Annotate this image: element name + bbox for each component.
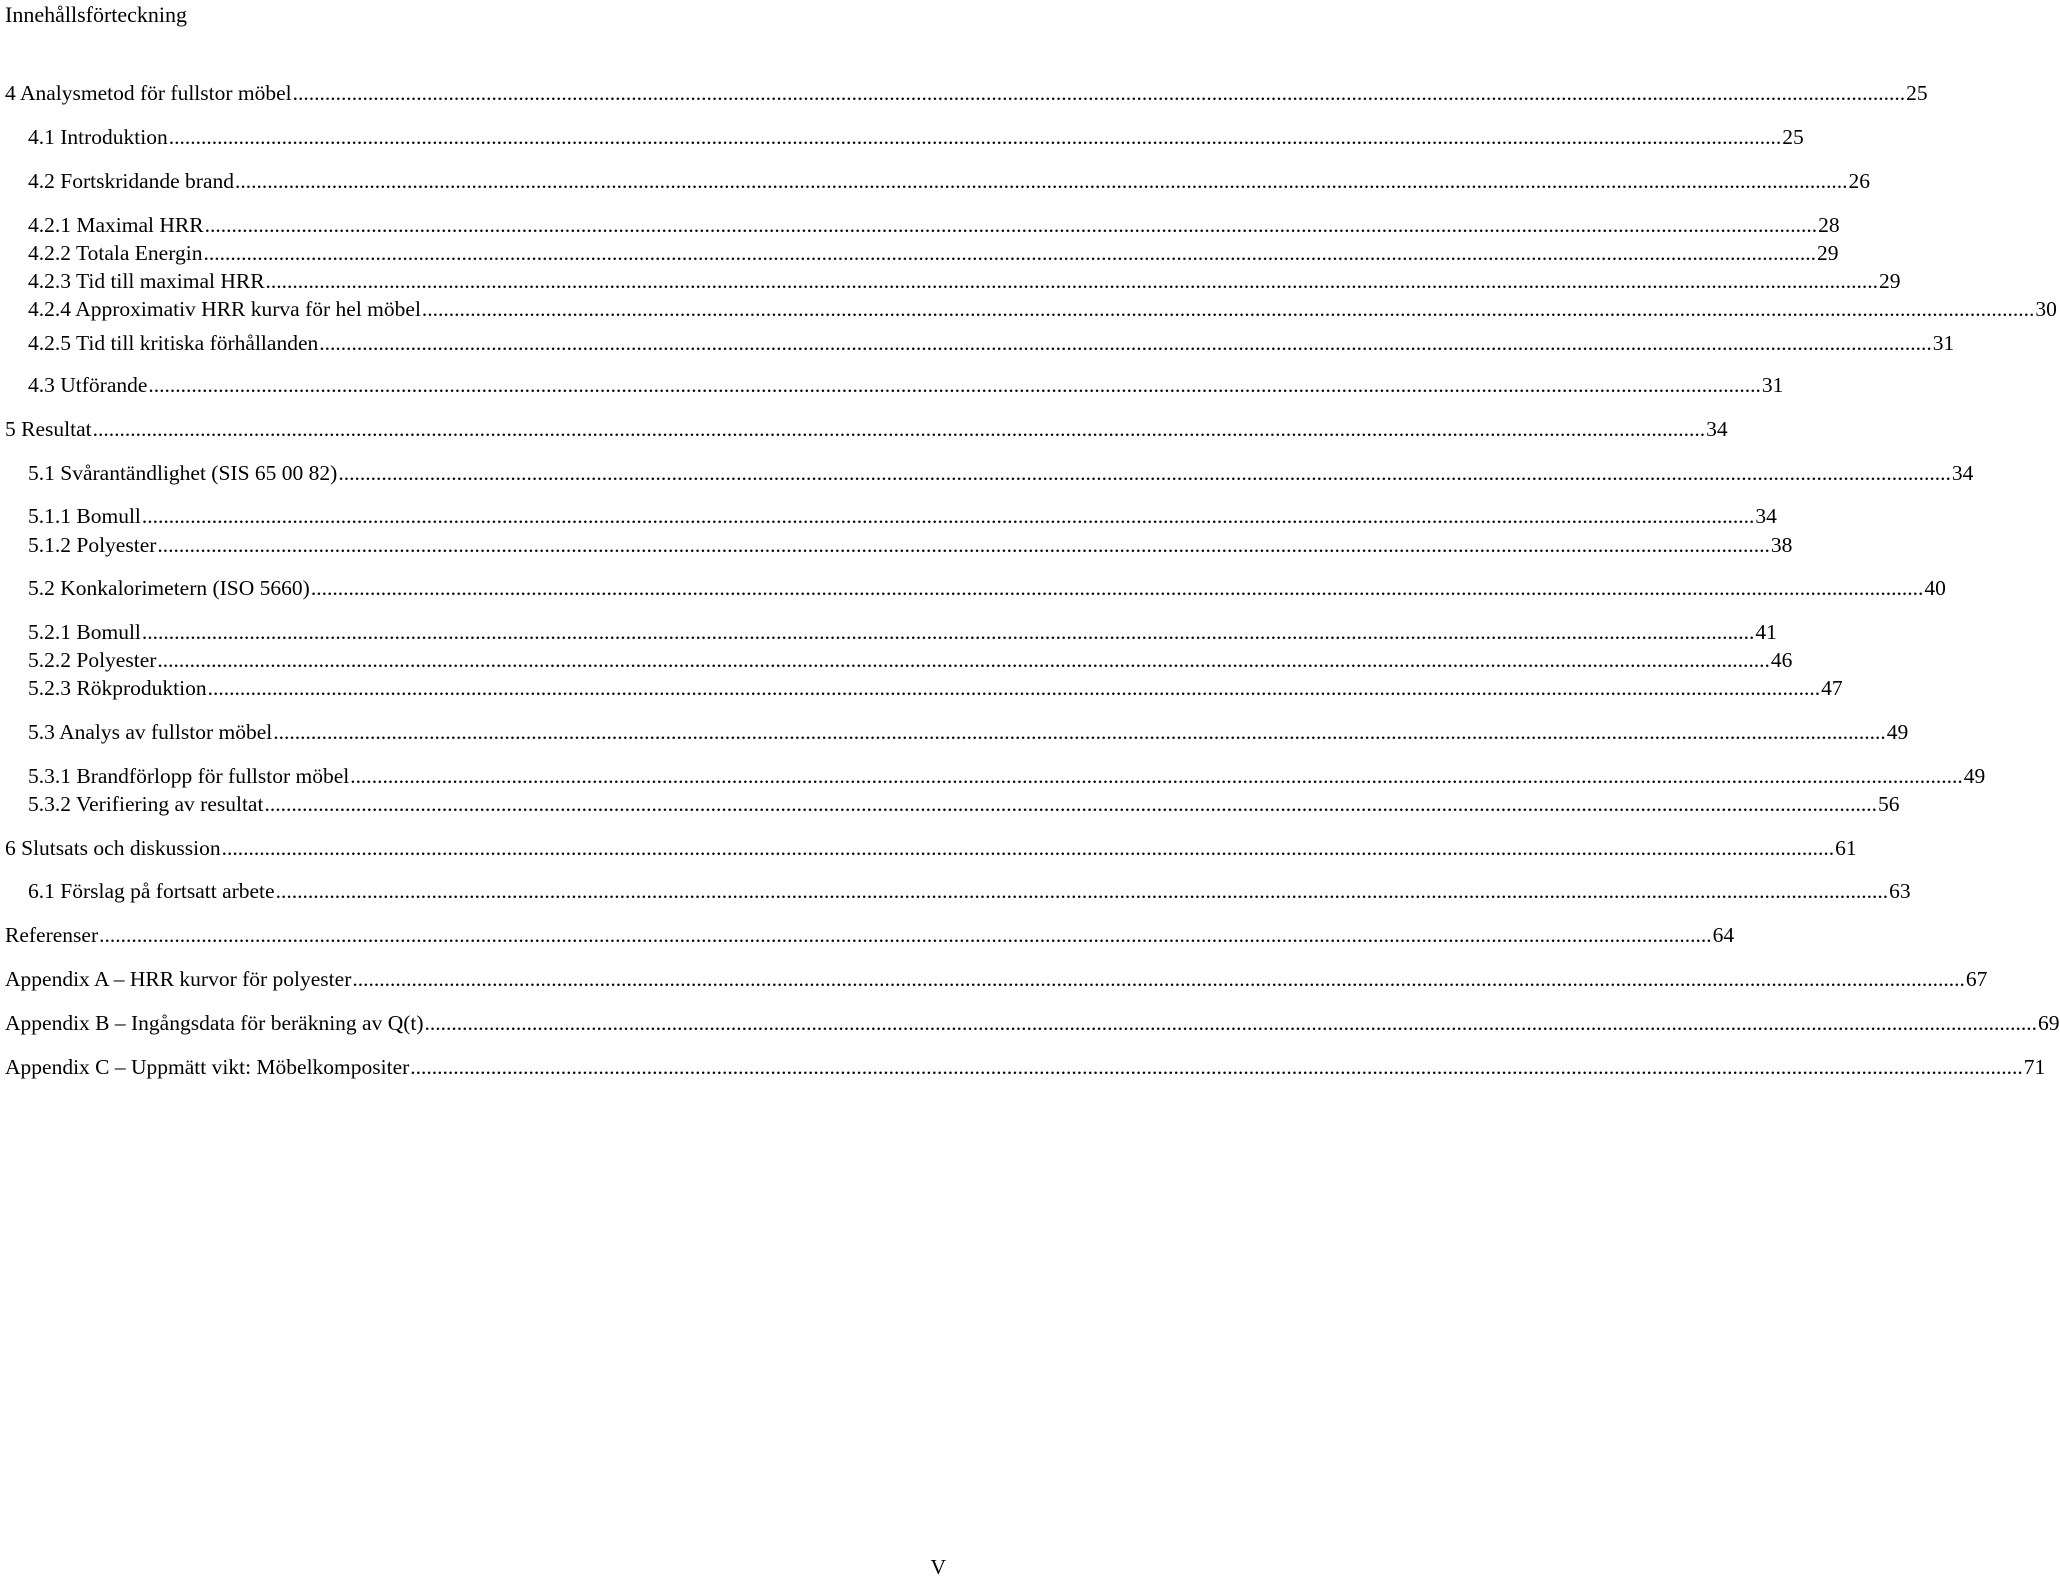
- toc-entry[interactable]: [28, 268, 1901, 294]
- toc-entry-page: 46: [1770, 648, 1793, 672]
- toc-entry-label: 5.1.1 Bomull: [28, 504, 141, 528]
- toc-entry-page: 31: [1761, 373, 1784, 397]
- toc-leader-dots: ............................................................................................................................................................................................................................................................................................................: [207, 676, 1821, 700]
- toc-entry[interactable]: [28, 168, 1871, 194]
- toc-entry-label: 5.1 Svårantändlighet (SIS 65 00 82): [28, 461, 338, 485]
- toc-entry-page: 38: [1770, 533, 1793, 557]
- page-number: V: [930, 1555, 946, 1579]
- toc-leader-dots: ............................................................................................................................................................................................................................................................................................................: [157, 648, 1770, 672]
- toc-entry-label: 6.1 Förslag på fortsatt arbete: [28, 879, 275, 903]
- toc-entry[interactable]: [28, 619, 1777, 645]
- toc-entry-label: 4.2.1 Maximal HRR: [28, 213, 204, 237]
- toc-entry-label: 4.2.3 Tid till maximal HRR: [28, 269, 265, 293]
- toc-entry-page: 69: [2038, 1011, 2060, 1035]
- toc-entry[interactable]: [28, 240, 1839, 266]
- toc-entry-page: 25: [1906, 81, 1928, 105]
- toc-entry-page: 31: [1932, 331, 1955, 355]
- toc-leader-dots: ............................................................................................................................................................................................................................................................................................................: [352, 967, 1965, 991]
- toc-entry-page: 71: [2023, 1055, 2046, 1079]
- toc-entry[interactable]: [28, 460, 1974, 486]
- toc-leader-dots: ............................................................................................................................................................................................................................................................................................................: [265, 269, 1879, 293]
- toc-entry[interactable]: [28, 575, 1946, 601]
- toc-entry-label: Referenser: [5, 923, 99, 947]
- toc-entry-label: 4.3 Utförande: [28, 373, 148, 397]
- toc-entry-label: 4 Analysmetod för fullstor möbel: [5, 81, 292, 105]
- toc-entry[interactable]: [28, 503, 1777, 529]
- toc-entry-page: 29: [1879, 269, 1901, 293]
- toc-leader-dots: ............................................................................................................................................................................................................................................................................................................: [275, 879, 1889, 903]
- toc-entry[interactable]: [5, 1054, 2046, 1080]
- toc-leader-dots: ............................................................................................................................................................................................................................................................................................................: [350, 764, 1963, 788]
- toc-entry-page: 41: [1755, 620, 1777, 644]
- toc-entry-page: 34: [1706, 417, 1728, 441]
- toc-entry-label: 5.2.3 Rökproduktion: [28, 676, 207, 700]
- toc-entry[interactable]: [5, 416, 1728, 442]
- toc-entry[interactable]: [28, 763, 1986, 789]
- toc-leader-dots: ............................................................................................................................................................................................................................................................................................................: [319, 331, 1932, 355]
- toc-entry-label: 5.2.2 Polyester: [28, 648, 157, 672]
- toc-entry-label: 4.2.5 Tid till kritiska förhållanden: [28, 331, 319, 355]
- toc-entry[interactable]: [28, 878, 1911, 904]
- toc-entry-label: 5.2 Konkalorimetern (ISO 5660): [28, 576, 310, 600]
- toc-entry-label: 4.2 Fortskridande brand: [28, 169, 235, 193]
- toc-entry-page: 67: [1965, 967, 1988, 991]
- toc-entry-label: 5.3 Analys av fullstor möbel: [28, 720, 273, 744]
- toc-entry-label: 5.3.1 Brandförlopp för fullstor möbel: [28, 764, 350, 788]
- toc-entry-label: 4.1 Introduktion: [28, 125, 168, 149]
- toc-entry-label: 4.2.4 Approximativ HRR kurva för hel möbel: [28, 297, 421, 321]
- toc-entry-page: 56: [1877, 792, 1900, 816]
- toc-entry[interactable]: [28, 124, 1804, 150]
- toc-entry-label: 4.2.2 Totala Energin: [28, 241, 203, 265]
- toc-leader-dots: ............................................................................................................................................................................................................................................................................................................: [92, 417, 1706, 441]
- toc-entry-page: 26: [1848, 169, 1871, 193]
- toc-leader-dots: ............................................................................................................................................................................................................................................................................................................: [424, 1011, 2038, 1035]
- toc-entry-page: 49: [1963, 764, 1986, 788]
- page-title: Innehållsförteckning: [5, 2, 188, 27]
- toc-entry[interactable]: [5, 1010, 2060, 1036]
- toc-entry[interactable]: [28, 719, 1909, 745]
- toc-entry-label: Appendix A – HRR kurvor för polyester: [5, 967, 352, 991]
- toc-leader-dots: ............................................................................................................................................................................................................................................................................................................: [203, 241, 1816, 265]
- toc-leader-dots: ............................................................................................................................................................................................................................................................................................................: [338, 461, 1951, 485]
- toc-leader-dots: ............................................................................................................................................................................................................................................................................................................: [204, 213, 1818, 237]
- toc-entry-page: 49: [1886, 720, 1909, 744]
- toc-entry[interactable]: [28, 212, 1840, 238]
- toc-leader-dots: ............................................................................................................................................................................................................................................................................................................: [157, 533, 1770, 557]
- toc-leader-dots: ............................................................................................................................................................................................................................................................................................................: [148, 373, 1761, 397]
- toc-entry[interactable]: [5, 966, 1988, 992]
- toc-entry[interactable]: [28, 675, 1843, 701]
- toc-entry-label: 5.1.2 Polyester: [28, 533, 157, 557]
- toc-leader-dots: ............................................................................................................................................................................................................................................................................................................: [310, 576, 1924, 600]
- toc-entry-page: 28: [1818, 213, 1840, 237]
- toc-entry-page: 34: [1951, 461, 1974, 485]
- toc-entry[interactable]: [5, 922, 1735, 948]
- toc-entry[interactable]: [28, 791, 1900, 817]
- toc-leader-dots: ............................................................................................................................................................................................................................................................................................................: [264, 792, 1877, 816]
- toc-leader-dots: ............................................................................................................................................................................................................................................................................................................: [141, 504, 1755, 528]
- toc-leader-dots: ............................................................................................................................................................................................................................................................................................................: [235, 169, 1848, 193]
- toc-entry-page: 63: [1889, 879, 1911, 903]
- toc-leader-dots: ............................................................................................................................................................................................................................................................................................................: [168, 125, 1782, 149]
- toc-entry[interactable]: [28, 372, 1784, 398]
- toc-entry[interactable]: [28, 330, 1955, 356]
- toc-leader-dots: ............................................................................................................................................................................................................................................................................................................: [410, 1055, 2023, 1079]
- toc-entry-label: 5 Resultat: [5, 417, 92, 441]
- toc-entry-page: 30: [2035, 297, 2057, 321]
- toc-entry-page: 64: [1712, 923, 1735, 947]
- toc-leader-dots: ............................................................................................................................................................................................................................................................................................................: [99, 923, 1712, 947]
- toc-entry-label: 5.2.1 Bomull: [28, 620, 141, 644]
- toc-leader-dots: ............................................................................................................................................................................................................................................................................................................: [273, 720, 1886, 744]
- toc-entry[interactable]: [5, 835, 1857, 861]
- toc-entry-page: 61: [1835, 836, 1857, 860]
- toc-leader-dots: ............................................................................................................................................................................................................................................................................................................: [141, 620, 1755, 644]
- toc-entry-label: Appendix B – Ingångsdata för beräkning av Q(t): [5, 1011, 424, 1035]
- toc-entry-page: 25: [1782, 125, 1804, 149]
- toc-entry-label: 5.3.2 Verifiering av resultat: [28, 792, 264, 816]
- toc-leader-dots: ............................................................................................................................................................................................................................................................................................................: [292, 81, 1906, 105]
- toc-entry[interactable]: [28, 296, 2057, 322]
- toc-entry-label: 6 Slutsats och diskussion: [5, 836, 221, 860]
- toc-entry[interactable]: [28, 532, 1793, 558]
- toc-entry-page: 47: [1821, 676, 1843, 700]
- toc-entry-page: 34: [1755, 504, 1777, 528]
- toc-entry[interactable]: [5, 80, 1928, 106]
- toc-entry-page: 29: [1816, 241, 1839, 265]
- toc-entry-label: Appendix C – Uppmätt vikt: Möbelkompositer: [5, 1055, 410, 1079]
- toc-leader-dots: ............................................................................................................................................................................................................................................................................................................: [421, 297, 2035, 321]
- toc-entry-page: 40: [1924, 576, 1946, 600]
- toc-leader-dots: ............................................................................................................................................................................................................................................................................................................: [221, 836, 1835, 860]
- toc-entry[interactable]: [28, 647, 1793, 673]
